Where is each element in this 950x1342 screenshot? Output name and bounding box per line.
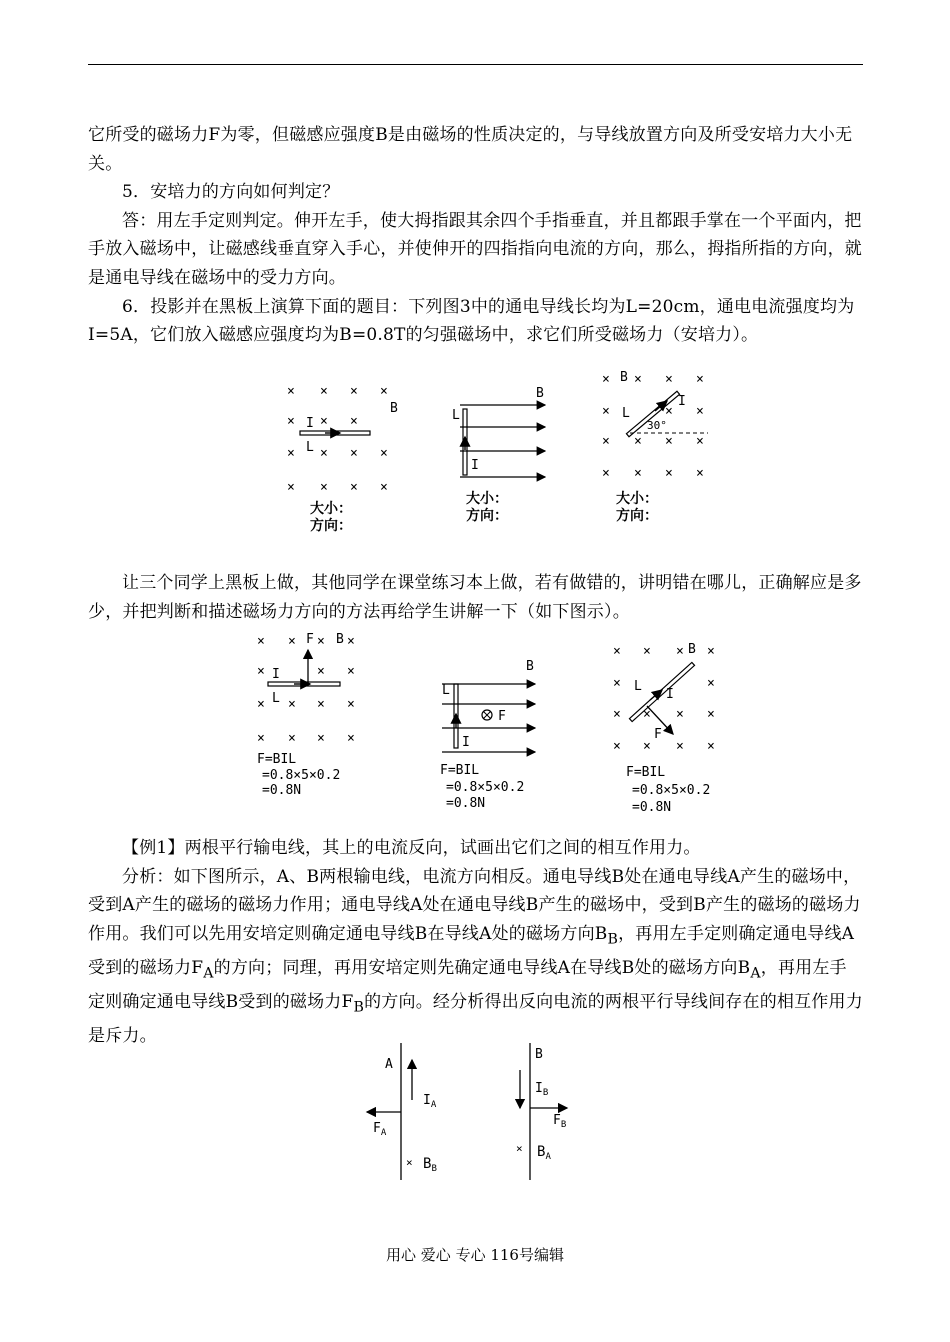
wire-A-diagram: [367, 1043, 437, 1180]
label-I: I: [666, 687, 674, 702]
cross-mark: ×: [602, 372, 610, 387]
label-L: L: [634, 679, 642, 694]
cross-mark: ×: [643, 707, 651, 722]
cross-mark: ×: [665, 434, 673, 449]
cross-mark: ×: [613, 676, 621, 691]
cross-mark: ×: [696, 404, 704, 419]
cross-mark: ×: [613, 739, 621, 754]
cross-mark: ×: [602, 434, 610, 449]
label-F-B: $F_B$: [553, 1113, 567, 1130]
cross-mark: ×: [347, 697, 355, 712]
cross-mark: ×: [350, 446, 358, 461]
cross-mark: ×: [696, 466, 704, 481]
cross-mark: ×: [320, 414, 328, 429]
result: =0.8N: [446, 796, 486, 811]
example-1: [88, 834, 863, 863]
label-I: I: [306, 416, 314, 431]
cross-mark: ×: [287, 480, 295, 495]
cross-mark: ×: [696, 372, 704, 387]
formula: F=BIL: [257, 752, 297, 767]
label-A: A: [385, 1057, 393, 1072]
label-L: L: [442, 683, 450, 698]
label-I: I: [678, 394, 686, 409]
label-L: L: [622, 406, 630, 421]
cross-mark: ×: [707, 739, 715, 754]
cross-mark: ×: [516, 1142, 523, 1155]
diagram-3-solution: [613, 642, 715, 815]
cross-mark: ×: [350, 384, 358, 399]
cross-mark: ×: [676, 707, 684, 722]
question-5: 5．安培力的方向如何判定？: [122, 182, 340, 203]
label-F: F: [654, 727, 662, 742]
cross-mark: ×: [707, 644, 715, 659]
calc: =0.8×5×0.2: [446, 780, 525, 795]
cross-mark: ×: [257, 697, 265, 712]
cross-mark: ×: [707, 676, 715, 691]
wire-B-diagram: [516, 1043, 567, 1180]
formula: F=BIL: [440, 763, 480, 778]
size-label: 大小：: [466, 491, 508, 507]
cross-mark: ×: [288, 697, 296, 712]
cross-mark: ×: [707, 707, 715, 722]
cross-mark: ×: [613, 644, 621, 659]
label-I: I: [462, 735, 470, 750]
label-I: I: [272, 667, 280, 682]
label-B: B: [535, 1047, 543, 1062]
calc: =0.8×5×0.2: [632, 783, 711, 798]
direction-label: 方向：: [466, 508, 508, 524]
figure-3-problems: [270, 365, 730, 540]
figure-parallel-wires: [355, 1040, 595, 1185]
cross-mark: ×: [350, 480, 358, 495]
cross-mark: ×: [676, 739, 684, 754]
body-text-1: [88, 121, 863, 350]
cross-mark: ×: [602, 404, 610, 419]
cross-mark: ×: [347, 664, 355, 679]
cross-mark: ×: [643, 644, 651, 659]
cross-mark: ×: [665, 372, 673, 387]
cross-mark: ×: [287, 446, 295, 461]
label-I: I: [471, 458, 479, 473]
cross-mark: ×: [317, 697, 325, 712]
label-B: B: [526, 659, 534, 674]
label-B: B: [620, 370, 628, 385]
header-rule: [88, 64, 863, 65]
diagram-3-problem: [602, 370, 708, 524]
current-arrow: [650, 690, 662, 700]
label-B: B: [390, 401, 398, 416]
cross-mark: ×: [643, 739, 651, 754]
cross-mark: ×: [288, 634, 296, 649]
angle-label: 30°: [647, 419, 667, 432]
body-text-3: [88, 834, 863, 1050]
direction-label: 方向：: [310, 518, 352, 534]
cross-mark: ×: [317, 634, 325, 649]
cross-mark: ×: [347, 634, 355, 649]
cross-mark: ×: [347, 731, 355, 746]
cross-mark: ×: [380, 384, 388, 399]
diagram-2-solution: [440, 659, 535, 811]
cross-mark: ×: [602, 466, 610, 481]
cross-mark: ×: [634, 434, 642, 449]
label-F-A: $F_A$: [373, 1121, 387, 1138]
label-B-A: $B_A$: [537, 1144, 551, 1162]
cross-mark: ×: [665, 404, 673, 419]
cross-mark: ×: [380, 480, 388, 495]
paragraph: 它所受的磁场力F为零，但磁感应强度B是由磁场的性质决定的，与导线放置方向及所受安培力大小无关。: [88, 125, 853, 174]
label-L: L: [452, 408, 460, 423]
cross-mark: ×: [317, 731, 325, 746]
example-text: 两根平行输电线，其上的电流反向，试画出它们之间的相互作用力。: [184, 838, 701, 858]
body-text-2: [88, 569, 863, 626]
cross-mark: ×: [634, 372, 642, 387]
cross-mark: ×: [257, 634, 265, 649]
result: =0.8N: [262, 783, 302, 798]
label-L: L: [306, 440, 314, 455]
label-L: L: [272, 691, 280, 706]
calc: =0.8×5×0.2: [262, 768, 341, 783]
label-I-B: $I_B$: [535, 1081, 549, 1098]
direction-label: 方向：: [616, 508, 658, 524]
formula: F=BIL: [626, 765, 666, 780]
example-tag: 【例1】: [122, 838, 185, 858]
cross-mark: ×: [665, 466, 673, 481]
cross-mark: ×: [380, 446, 388, 461]
cross-mark: ×: [613, 707, 621, 722]
cross-mark: ×: [634, 466, 642, 481]
cross-mark: ×: [676, 644, 684, 659]
diagram-2-problem: [452, 386, 545, 524]
label-B-B: $B_B$: [423, 1156, 437, 1174]
cross-mark: ×: [257, 731, 265, 746]
figure-solutions: [250, 628, 750, 820]
cross-mark: ×: [320, 446, 328, 461]
cross-mark: ×: [406, 1156, 413, 1169]
size-label: 大小：: [616, 491, 658, 507]
cross-mark: ×: [287, 384, 295, 399]
label-I-A: $I_A$: [423, 1093, 437, 1110]
cross-mark: ×: [320, 384, 328, 399]
size-label: 大小：: [310, 501, 352, 517]
label-B: B: [536, 386, 544, 401]
analysis: 分析：如下图所示，A、B两根输电线，电流方向相反。通电导线B处在通电导线A产生的磁场中，受到A产生的磁场的磁场力作用；通电导线A处在通电导线B产生的磁场中，受到B产生的磁场的磁场力作用。我们可以先用安培定则确定通电导线B在导线A处的磁场方向$B_B$，再用左手定则确定通电导线A受到的磁场力$F_A$的方向；同理，再用安培定则先确定通电导线A在导线B处的磁场方向$B_A$，再用左手定则确定通电导线B受到的磁场力$F_B$的方向。经分析得出反向电流的两根平行导线间存在的相互作用力是斥力。: [88, 866, 863, 1046]
cross-mark: ×: [288, 731, 296, 746]
label-B: B: [688, 642, 696, 657]
result: =0.8N: [632, 800, 672, 815]
paragraph: 让三个同学上黑板上做，其他同学在课堂练习本上做，若有做错的，讲明错在哪儿，正确解应是多少，并把判断和描述磁场力方向的方法再给学生讲解一下（如下图示）。: [88, 573, 862, 622]
label-F: F: [306, 632, 314, 647]
page-footer: 用心 爱心 专心 116号编辑: [386, 1246, 564, 1264]
question-6: 6．投影并在黑板上演算下面的题目：下列图3中的通电导线长均为L=20cm，通电电流强度均为I=5A，它们放入磁感应强度均为B=0.8T的匀强磁场中，求它们所受磁场力（安培力）。: [88, 296, 855, 346]
answer-5: 答：用左手定则判定。伸开左手，使大拇指跟其余四个手指垂直，并且都跟手掌在一个平面内，把手放入磁场中，让磁感线垂直穿入手心，并使伸开的四指指向电流的方向，那么，拇指所指的方向，就是通电导线在磁场中的受力方向。: [88, 210, 862, 288]
cross-mark: ×: [320, 480, 328, 495]
diagram-1-problem: [287, 384, 398, 534]
cross-mark: ×: [696, 434, 704, 449]
diagram-1-solution: [257, 632, 355, 798]
label-F: F: [498, 709, 506, 724]
cross-mark: ×: [350, 414, 358, 429]
label-B: B: [336, 632, 344, 647]
cross-mark: ×: [287, 414, 295, 429]
cross-mark: ×: [317, 664, 325, 679]
cross-mark: ×: [257, 664, 265, 679]
